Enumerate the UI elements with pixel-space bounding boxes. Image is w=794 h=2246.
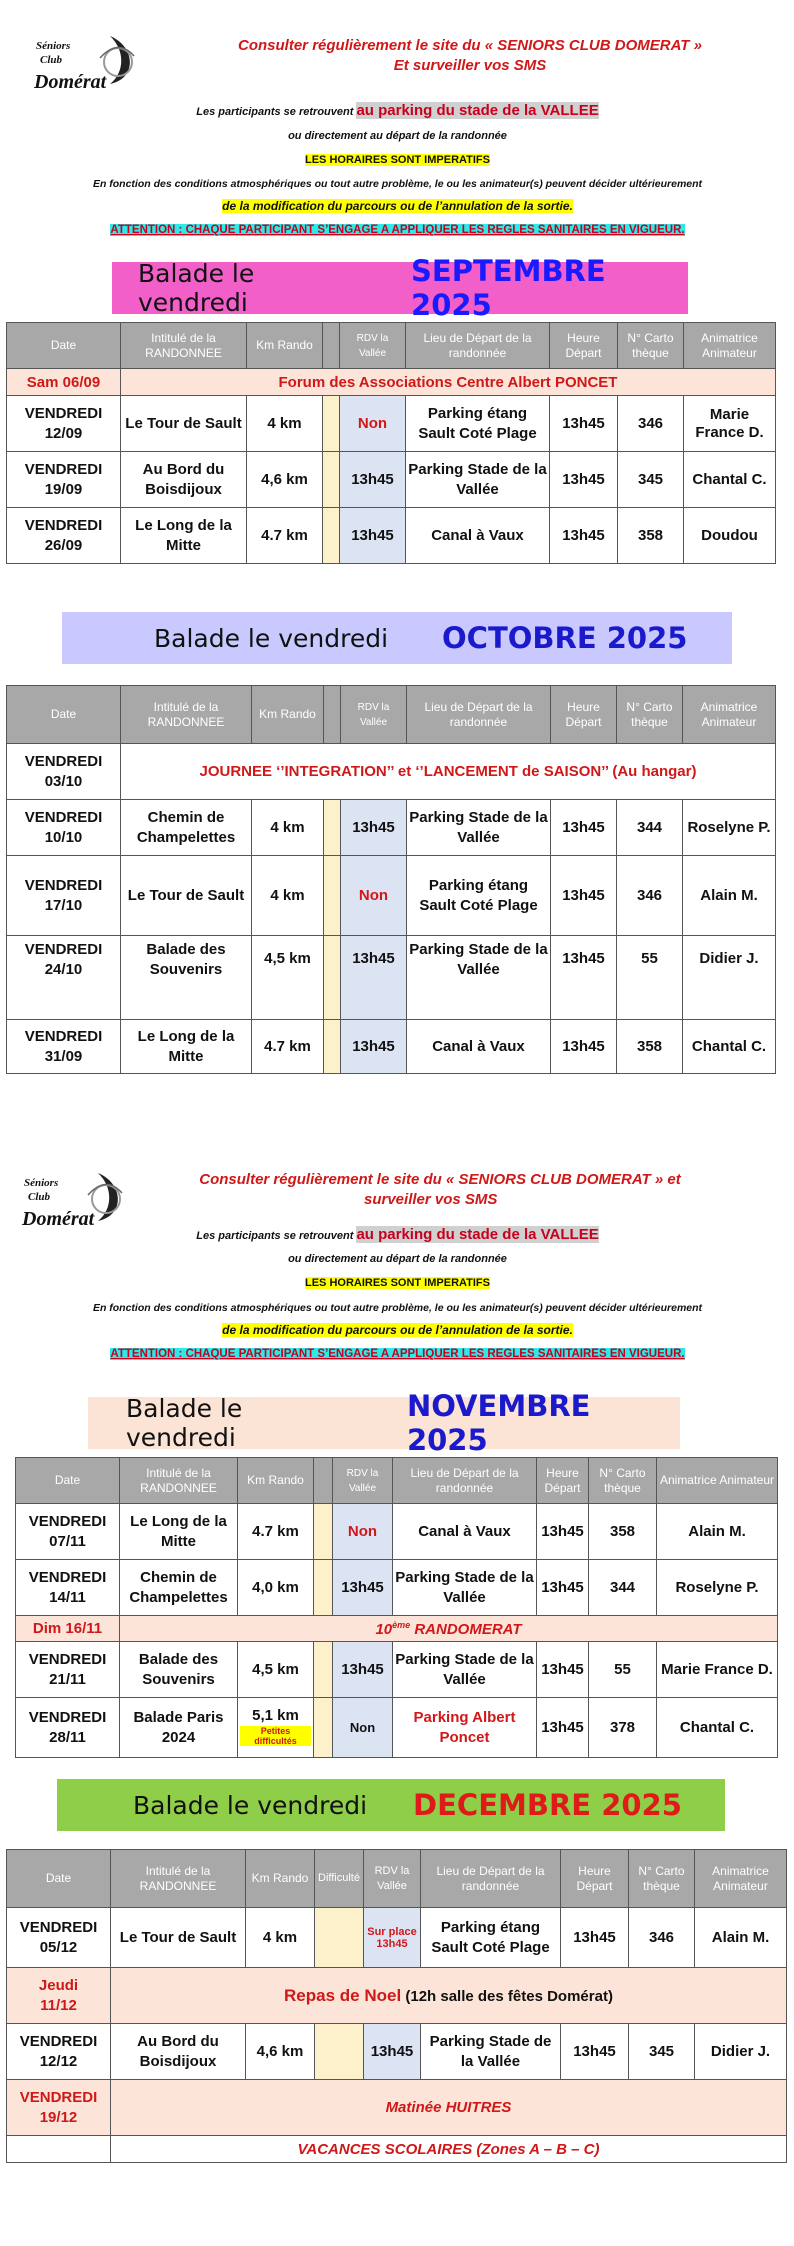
row-km: 4,6 km — [247, 452, 323, 508]
row-rdv: 13h45 — [341, 1020, 407, 1074]
row-heure: 13h45 — [551, 936, 617, 1020]
row-diff — [324, 856, 341, 936]
col-lieu: Lieu de Départ de la randonnée — [406, 323, 550, 369]
row-rdv: 13h45 — [341, 936, 407, 1020]
vacances-row — [7, 2136, 787, 2163]
row-anim: Marie France D. — [657, 1642, 778, 1698]
col-anim: Animatrice Animateur — [657, 1458, 778, 1504]
october-header-row — [7, 686, 776, 744]
col-diff: Difficulté — [315, 1850, 364, 1908]
col-km: Km Rando — [247, 323, 323, 369]
row-heure: 13h45 — [550, 508, 618, 564]
row-date: VENDREDI 05/12 — [7, 1908, 111, 1968]
row-rdv: 13h45 — [364, 2024, 421, 2080]
col-rdv: RDV la Vallée — [341, 686, 407, 744]
row-carto: 358 — [618, 508, 684, 564]
col-anim: Animatrice Animateur — [683, 686, 776, 744]
row-date: VENDREDI 28/11 — [16, 1698, 120, 1758]
november-header-row — [16, 1458, 778, 1504]
col-carto: N° Carto thèque — [629, 1850, 695, 1908]
col-title: Intitulé de la RANDONNEE — [111, 1850, 246, 1908]
attention-line — [40, 223, 755, 238]
depart-line-2: ou directement au départ de la randonnée — [288, 1253, 507, 1265]
col-km: Km Rando — [246, 1850, 315, 1908]
row-heure: 13h45 — [551, 856, 617, 936]
row-diff — [315, 1908, 364, 1968]
row-carto: 378 — [589, 1698, 657, 1758]
vacances-date — [7, 2136, 111, 2163]
row-lieu: Parking Stade de la Vallée — [407, 936, 551, 1020]
row-rdv: 13h45 — [340, 508, 406, 564]
row-date: VENDREDI 21/11 — [16, 1642, 120, 1698]
row-heure: 13h45 — [537, 1560, 589, 1616]
table-row — [7, 936, 776, 1020]
november-table — [15, 1457, 778, 1758]
row-title: Le Long de la Mitte — [121, 508, 247, 564]
col-diff — [314, 1458, 333, 1504]
col-lieu: Lieu de Départ de la randonnée — [421, 1850, 561, 1908]
row-diff — [323, 452, 340, 508]
horaires-text: LES HORAIRES SONT IMPERATIFS — [305, 1277, 490, 1289]
december-header-row — [7, 1850, 787, 1908]
row-carto: 345 — [618, 452, 684, 508]
row-anim: Roselyne P. — [657, 1560, 778, 1616]
parking-highlight: au parking du stade de la VALLEE — [356, 1226, 599, 1243]
table-row — [16, 1504, 778, 1560]
table-row — [16, 1698, 778, 1758]
row-carto: 346 — [618, 396, 684, 452]
row-km: 4.7 km — [252, 1020, 324, 1074]
row-km: 4,5 km — [238, 1642, 314, 1698]
row-heure: 13h45 — [551, 800, 617, 856]
row-title: Balade des Souvenirs — [120, 1642, 238, 1698]
row-heure: 13h45 — [550, 452, 618, 508]
row-title: Le Long de la Mitte — [120, 1504, 238, 1560]
row-title: Le Tour de Sault — [121, 856, 252, 936]
september-banner — [112, 254, 688, 322]
november-banner-month: NOVEMBRE 2025 — [406, 1389, 591, 1457]
event-text: Forum des Associations Centre Albert PONCET — [121, 369, 776, 396]
row-anim: Doudou — [684, 508, 776, 564]
row-heure: 13h45 — [537, 1698, 589, 1758]
row-lieu: Parking Stade de la Vallée — [406, 452, 550, 508]
row-diff — [323, 396, 340, 452]
row-heure: 13h45 — [551, 1020, 617, 1074]
october-table — [6, 685, 776, 1074]
row-rdv: Non — [341, 856, 407, 936]
row-diff — [324, 1020, 341, 1074]
consult-line2: Et surveiller vos SMS — [393, 57, 547, 74]
col-title: Intitulé de la RANDONNEE — [121, 686, 252, 744]
november-banner-prefix: Balade le vendredi — [126, 1394, 243, 1452]
row-km: 4,0 km — [238, 1560, 314, 1616]
col-carto: N° Carto thèque — [617, 686, 683, 744]
table-row — [7, 452, 776, 508]
table-row — [16, 1560, 778, 1616]
row-rdv: 13h45 — [333, 1642, 393, 1698]
row-rdv: Non — [340, 396, 406, 452]
row-heure: 13h45 — [561, 2024, 629, 2080]
consult-notice — [210, 36, 730, 76]
row-date: VENDREDI 24/10 — [7, 936, 121, 1020]
event-date: VENDREDI 03/10 — [7, 744, 121, 800]
row-date: VENDREDI 07/11 — [16, 1504, 120, 1560]
row-lieu: Canal à Vaux — [393, 1504, 537, 1560]
table-row — [7, 396, 776, 452]
october-banner-prefix: Balade le vendredi — [154, 623, 389, 653]
row-lieu: Parking étang Sault Coté Plage — [407, 856, 551, 936]
conditions-line: En fonction des conditions atmosphériques ou tout autre problème, le ou les animateur(s) peuvent décider ultérieurement — [92, 178, 703, 190]
col-rdv: RDV la Vallée — [333, 1458, 393, 1504]
table-row — [7, 1020, 776, 1074]
row-diff — [323, 508, 340, 564]
modification-text: de la modification du parcours ou de l’annulation de la sortie. — [222, 199, 573, 213]
modification-line-2 — [40, 1323, 755, 1339]
huitres-date: VENDREDI 19/12 — [7, 2080, 111, 2136]
huitres-row — [7, 2080, 787, 2136]
event-date: Sam 06/09 — [7, 369, 121, 396]
october-event-row — [7, 744, 776, 800]
row-km: 4 km — [246, 1908, 315, 1968]
attention-text: ATTENTION : CHAQUE PARTICIPANT S’ENGAGE A APPLIQUER LES REGLES SANITAIRES EN VIGUEUR. — [110, 1348, 685, 1360]
row-title: Chemin de Champelettes — [121, 800, 252, 856]
row-lieu: Parking Stade de la Vallée — [407, 800, 551, 856]
huitres-text: Matinée HUITRES — [111, 2080, 787, 2136]
row-title: Au Bord du Boisdijoux — [111, 2024, 246, 2080]
row-title: Au Bord du Boisdijoux — [121, 452, 247, 508]
row-carto: 344 — [589, 1560, 657, 1616]
row-rdv: 13h45 — [341, 800, 407, 856]
row-anim: Chantal C. — [657, 1698, 778, 1758]
row-lieu: Parking Stade de la Vallée — [393, 1642, 537, 1698]
row-lieu: Parking étang Sault Coté Plage — [406, 396, 550, 452]
col-title: Intitulé de la RANDONNEE — [120, 1458, 238, 1504]
table-row — [7, 1908, 787, 1968]
row-km: 4 km — [252, 800, 324, 856]
col-date: Date — [16, 1458, 120, 1504]
row-km: 5,1 km Petites difficultés — [238, 1698, 314, 1758]
row-diff — [314, 1504, 333, 1560]
col-km: Km Rando — [252, 686, 324, 744]
row-carto: 358 — [589, 1504, 657, 1560]
modification-text: de la modification du parcours ou de l’annulation de la sortie. — [222, 1323, 573, 1337]
difficulty-note: Petites difficultés — [240, 1726, 311, 1746]
row-date: VENDREDI 31/09 — [7, 1020, 121, 1074]
attention-line-2 — [40, 1347, 755, 1362]
event-text: 10ème RANDOMERAT — [120, 1616, 778, 1642]
conditions-line-2: En fonction des conditions atmosphériques ou tout autre problème, le ou les animateur(s) peuvent décider ultérieurement — [92, 1302, 703, 1314]
row-anim: Chantal C. — [684, 452, 776, 508]
row-lieu: Parking Albert Poncet — [393, 1698, 537, 1758]
club-logo-2 — [18, 1165, 128, 1235]
col-title: Intitulé de la RANDONNEE — [121, 323, 247, 369]
row-lieu: Parking étang Sault Coté Plage — [421, 1908, 561, 1968]
row-anim: Alain M. — [683, 856, 776, 936]
row-carto: 345 — [629, 2024, 695, 2080]
october-banner — [62, 612, 732, 664]
row-rdv: 13h45 — [333, 1560, 393, 1616]
col-anim: Animatrice Animateur — [684, 323, 776, 369]
row-title: Le Long de la Mitte — [121, 1020, 252, 1074]
col-diff — [324, 686, 341, 744]
row-heure: 13h45 — [537, 1504, 589, 1560]
logo-line3: Domérat — [22, 1208, 95, 1230]
row-anim: Marie France D. — [684, 396, 776, 452]
table-row — [7, 856, 776, 936]
november-banner — [88, 1389, 680, 1457]
row-date: VENDREDI 17/10 — [7, 856, 121, 936]
row-rdv: Non — [333, 1504, 393, 1560]
parking-highlight: au parking du stade de la VALLEE — [356, 102, 599, 119]
logo-line3: Domérat — [34, 71, 107, 93]
row-carto: 358 — [617, 1020, 683, 1074]
row-date: VENDREDI 26/09 — [7, 508, 121, 564]
row-carto: 346 — [629, 1908, 695, 1968]
row-carto: 55 — [617, 936, 683, 1020]
row-diff — [314, 1698, 333, 1758]
col-date: Date — [7, 323, 121, 369]
september-event-row — [7, 369, 776, 396]
vacances-text: VACANCES SCOLAIRES (Zones A – B – C) — [111, 2136, 787, 2163]
col-heure: Heure Départ — [561, 1850, 629, 1908]
row-km: 4 km — [252, 856, 324, 936]
col-anim: Animatrice Animateur — [695, 1850, 787, 1908]
row-km: 4.7 km — [247, 508, 323, 564]
september-header-row — [7, 323, 776, 369]
noel-date: Jeudi 11/12 — [7, 1968, 111, 2024]
consult-line1: Consulter régulièrement le site du « SENIORS CLUB DOMERAT » et — [199, 1171, 681, 1188]
participants-line-2 — [40, 1227, 755, 1244]
row-rdv: Non — [333, 1698, 393, 1758]
row-anim: Alain M. — [695, 1908, 787, 1968]
col-rdv: RDV la Vallée — [364, 1850, 421, 1908]
col-heure: Heure Départ — [550, 323, 618, 369]
table-row — [16, 1642, 778, 1698]
row-title: Balade des Souvenirs — [121, 936, 252, 1020]
row-heure: 13h45 — [537, 1642, 589, 1698]
row-lieu: Parking Stade de la Vallée — [393, 1560, 537, 1616]
row-diff — [314, 1642, 333, 1698]
row-km: 4,6 km — [246, 2024, 315, 2080]
logo-line1: Séniors — [36, 40, 71, 52]
depart-line: ou directement au départ de la randonnée — [288, 130, 507, 142]
row-rdv: Sur place 13h45 — [364, 1908, 421, 1968]
december-banner — [57, 1779, 725, 1831]
row-anim: Didier J. — [683, 936, 776, 1020]
row-anim: Chantal C. — [683, 1020, 776, 1074]
consult-notice-2 — [150, 1170, 730, 1210]
row-date: VENDREDI 14/11 — [16, 1560, 120, 1616]
table-row — [7, 508, 776, 564]
row-carto: 55 — [589, 1642, 657, 1698]
november-event-row — [16, 1616, 778, 1642]
september-banner-prefix: Balade le vendredi — [138, 259, 255, 317]
december-table — [6, 1849, 787, 2163]
col-heure: Heure Départ — [551, 686, 617, 744]
col-diff — [323, 323, 340, 369]
col-carto: N° Carto thèque — [618, 323, 684, 369]
horaires-line — [40, 153, 755, 168]
event-date: Dim 16/11 — [16, 1616, 120, 1642]
col-km: Km Rando — [238, 1458, 314, 1504]
table-row — [7, 800, 776, 856]
horaires-text: LES HORAIRES SONT IMPERATIFS — [305, 154, 490, 166]
club-logo — [30, 28, 140, 98]
row-km: 4.7 km — [238, 1504, 314, 1560]
october-banner-month: OCTOBRE 2025 — [442, 621, 688, 655]
row-heure: 13h45 — [550, 396, 618, 452]
logo-line2: Club — [40, 54, 63, 66]
row-carto: 346 — [617, 856, 683, 936]
participants-text: Les participants se retrouvent — [196, 1230, 354, 1242]
noel-text: Repas de Noel (12h salle des fêtes Domérat) — [111, 1968, 787, 2024]
logo-line2: Club — [28, 1191, 51, 1203]
event-text: JOURNEE ‘’INTEGRATION’’ et ‘’LANCEMENT de SAISON’’ (Au hangar) — [121, 744, 776, 800]
december-banner-month: DECEMBRE 2025 — [413, 1788, 682, 1822]
horaires-line-2 — [40, 1276, 755, 1291]
logo-line1: Séniors — [24, 1177, 59, 1189]
row-title: Balade Paris 2024 — [120, 1698, 238, 1758]
december-banner-prefix: Balade le vendredi — [133, 1790, 368, 1820]
september-banner-month: SEPTEMBRE 2025 — [411, 254, 606, 322]
col-heure: Heure Départ — [537, 1458, 589, 1504]
row-heure: 13h45 — [561, 1908, 629, 1968]
modification-line — [40, 199, 755, 215]
row-lieu: Canal à Vaux — [406, 508, 550, 564]
col-date: Date — [7, 1850, 111, 1908]
row-lieu: Canal à Vaux — [407, 1020, 551, 1074]
participants-text: Les participants se retrouvent — [196, 106, 354, 118]
attention-text: ATTENTION : CHAQUE PARTICIPANT S’ENGAGE A APPLIQUER LES REGLES SANITAIRES EN VIGUEUR. — [110, 224, 685, 236]
participants-line — [40, 103, 755, 120]
september-table — [6, 322, 776, 564]
row-title: Le Tour de Sault — [121, 396, 247, 452]
consult-line1: Consulter régulièrement le site du « SENIORS CLUB DOMERAT » — [238, 37, 702, 54]
row-title: Le Tour de Sault — [111, 1908, 246, 1968]
row-diff — [315, 2024, 364, 2080]
row-carto: 344 — [617, 800, 683, 856]
row-date: VENDREDI 12/12 — [7, 2024, 111, 2080]
col-carto: N° Carto thèque — [589, 1458, 657, 1504]
row-km: 4,5 km — [252, 936, 324, 1020]
table-row — [7, 2024, 787, 2080]
row-anim: Roselyne P. — [683, 800, 776, 856]
row-date: VENDREDI 12/09 — [7, 396, 121, 452]
row-title: Chemin de Champelettes — [120, 1560, 238, 1616]
consult-line2: surveiller vos SMS — [364, 1191, 498, 1208]
row-rdv: 13h45 — [340, 452, 406, 508]
col-lieu: Lieu de Départ de la randonnée — [407, 686, 551, 744]
col-rdv: RDV la Vallée — [340, 323, 406, 369]
row-date: VENDREDI 19/09 — [7, 452, 121, 508]
row-anim: Alain M. — [657, 1504, 778, 1560]
row-diff — [324, 800, 341, 856]
noel-row — [7, 1968, 787, 2024]
row-lieu: Parking Stade de la Vallée — [421, 2024, 561, 2080]
row-km: 4 km — [247, 396, 323, 452]
row-anim: Didier J. — [695, 2024, 787, 2080]
row-date: VENDREDI 10/10 — [7, 800, 121, 856]
col-date: Date — [7, 686, 121, 744]
row-diff — [314, 1560, 333, 1616]
col-lieu: Lieu de Départ de la randonnée — [393, 1458, 537, 1504]
row-diff — [324, 936, 341, 1020]
